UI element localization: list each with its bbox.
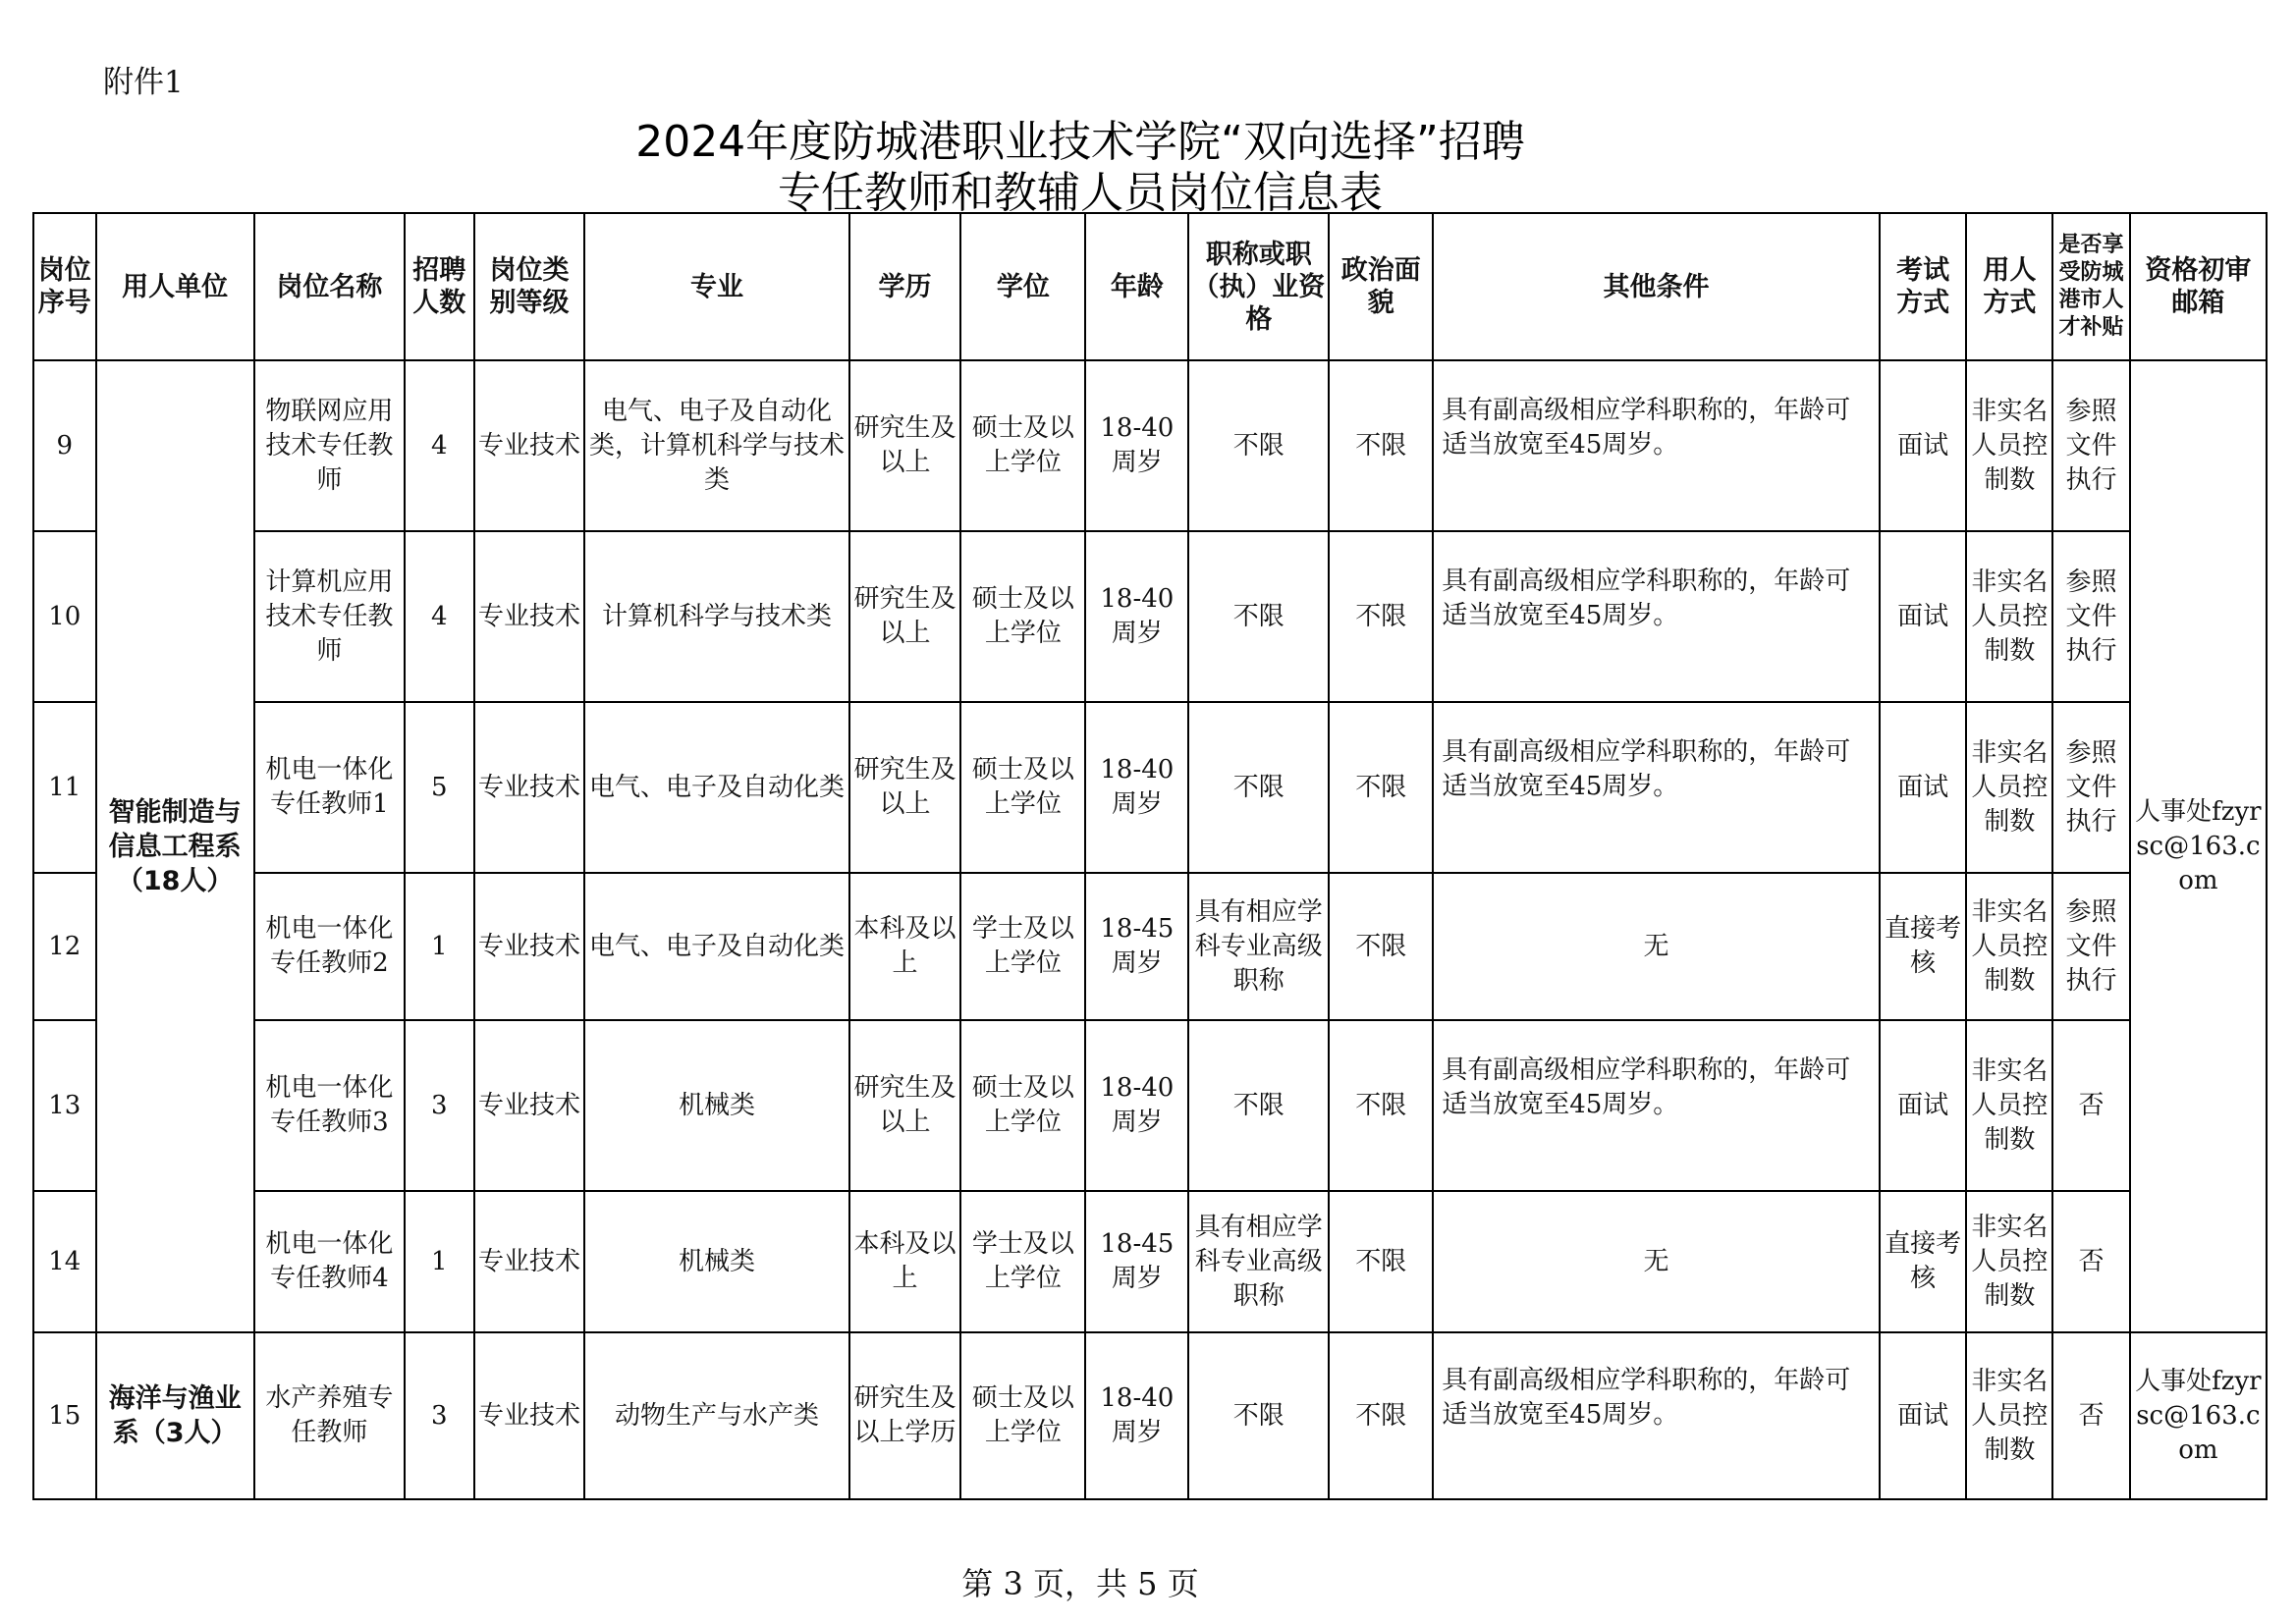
cell-title: 不限: [1188, 1020, 1329, 1191]
cell-position-name: 物联网应用技术专任教师: [254, 360, 405, 531]
cell-no: 10: [33, 531, 96, 702]
cell-count: 5: [405, 702, 474, 873]
cell-exam: 面试: [1880, 702, 1967, 873]
cell-exam: 面试: [1880, 360, 1967, 531]
cell-title: 具有相应学科专业高级职称: [1188, 1191, 1329, 1332]
position-table: [32, 212, 2268, 1500]
cell-position-name: 机电一体化专任教师2: [254, 873, 405, 1020]
cell-education: 研究生及以上学历: [849, 1332, 961, 1499]
cell-position-name: 计算机应用技术专任教师: [254, 531, 405, 702]
cell-other-text: 具有副高级相应学科职称的，年龄可适当放宽至45周岁。: [1442, 1366, 1851, 1430]
annex-label: 附件1: [103, 65, 184, 100]
table-header-row: [33, 213, 2267, 360]
cell-subsidy: 否: [2052, 1332, 2130, 1499]
cell-degree: 硕士及以上学位: [960, 702, 1085, 873]
cell-political: 不限: [1329, 360, 1433, 531]
cell-major: 电气、电子及自动化类，计算机科学与技术类: [584, 360, 848, 531]
page-title-line2: 专任教师和教辅人员岗位信息表: [778, 168, 1383, 218]
cell-title: 不限: [1188, 531, 1329, 702]
page-title-line1: 2024年度防城港职业技术学院“双向选择”招聘: [635, 117, 1525, 167]
cell-major: 电气、电子及自动化类: [584, 702, 848, 873]
header-cell: 资格初审邮箱: [2130, 213, 2267, 360]
cell-other: [1433, 1020, 1880, 1191]
cell-other: 无: [1433, 873, 1880, 1020]
cell-other: [1433, 531, 1880, 702]
cell-other-text: 具有副高级相应学科职称的，年龄可适当放宽至45周岁。: [1442, 567, 1851, 630]
cell-other: [1433, 1332, 1880, 1499]
cell-exam: 面试: [1880, 1020, 1967, 1191]
cell-education: 研究生及以上: [849, 360, 961, 531]
cell-category: 专业技术: [474, 1191, 585, 1332]
cell-age: 18-40周岁: [1085, 702, 1188, 873]
cell-subsidy: 参照文件执行: [2052, 360, 2130, 531]
header-cell: 用人单位: [96, 213, 254, 360]
cell-position-name: 机电一体化专任教师1: [254, 702, 405, 873]
cell-degree: 硕士及以上学位: [960, 1332, 1085, 1499]
cell-major: 机械类: [584, 1020, 848, 1191]
cell-count: 1: [405, 873, 474, 1020]
header-cell: 政治面貌: [1329, 213, 1433, 360]
cell-subsidy: 参照文件执行: [2052, 702, 2130, 873]
cell-email: 人事处fzyrsc@163.com: [2130, 360, 2267, 1332]
cell-title: 具有相应学科专业高级职称: [1188, 873, 1329, 1020]
cell-subsidy: 否: [2052, 1191, 2130, 1332]
cell-age: 18-40周岁: [1085, 360, 1188, 531]
cell-age: 18-45周岁: [1085, 1191, 1188, 1332]
table-row: [33, 873, 2267, 1020]
header-cell: 岗位序号: [33, 213, 96, 360]
header-cell: 学历: [849, 213, 961, 360]
cell-title: 不限: [1188, 1332, 1329, 1499]
cell-unit: 智能制造与信息工程系（18人）: [96, 360, 254, 1332]
cell-degree: 硕士及以上学位: [960, 360, 1085, 531]
cell-employment: 非实名人员控制数: [1966, 531, 2052, 702]
cell-political: 不限: [1329, 702, 1433, 873]
cell-education: 本科及以上: [849, 873, 961, 1020]
cell-category: 专业技术: [474, 702, 585, 873]
cell-count: 4: [405, 531, 474, 702]
header-cell: 年龄: [1085, 213, 1188, 360]
cell-degree: 硕士及以上学位: [960, 1020, 1085, 1191]
cell-no: 11: [33, 702, 96, 873]
cell-subsidy: 参照文件执行: [2052, 531, 2130, 702]
header-cell: 招聘人数: [405, 213, 474, 360]
cell-title: 不限: [1188, 702, 1329, 873]
cell-no: 14: [33, 1191, 96, 1332]
header-cell: 学位: [960, 213, 1085, 360]
cell-category: 专业技术: [474, 1332, 585, 1499]
cell-no: 12: [33, 873, 96, 1020]
table-row: [33, 531, 2267, 702]
cell-employment: 非实名人员控制数: [1966, 1020, 2052, 1191]
cell-unit: 海洋与渔业系（3人）: [96, 1332, 254, 1499]
cell-employment: 非实名人员控制数: [1966, 873, 2052, 1020]
cell-age: 18-40周岁: [1085, 1020, 1188, 1191]
cell-category: 专业技术: [474, 360, 585, 531]
cell-title: 不限: [1188, 360, 1329, 531]
cell-category: 专业技术: [474, 1020, 585, 1191]
cell-count: 4: [405, 360, 474, 531]
cell-other: [1433, 702, 1880, 873]
cell-political: 不限: [1329, 531, 1433, 702]
cell-subsidy: 参照文件执行: [2052, 873, 2130, 1020]
cell-political: 不限: [1329, 873, 1433, 1020]
header-cell: 职称或职（执）业资格: [1188, 213, 1329, 360]
cell-exam: 面试: [1880, 1332, 1967, 1499]
header-cell: 专业: [584, 213, 848, 360]
cell-education: 研究生及以上: [849, 702, 961, 873]
cell-education: 研究生及以上: [849, 1020, 961, 1191]
cell-no: 9: [33, 360, 96, 531]
header-cell: 岗位类别等级: [474, 213, 585, 360]
table-row: [33, 1191, 2267, 1332]
cell-position-name: 机电一体化专任教师4: [254, 1191, 405, 1332]
table-row: [33, 1332, 2267, 1499]
cell-position-name: 机电一体化专任教师3: [254, 1020, 405, 1191]
header-cell: 用人方式: [1966, 213, 2052, 360]
header-cell: 考试方式: [1880, 213, 1967, 360]
cell-other: 无: [1433, 1191, 1880, 1332]
cell-other-text: 具有副高级相应学科职称的，年龄可适当放宽至45周岁。: [1442, 1055, 1851, 1119]
cell-exam: 直接考核: [1880, 873, 1967, 1020]
cell-count: 3: [405, 1332, 474, 1499]
cell-degree: 学士及以上学位: [960, 1191, 1085, 1332]
table-row: [33, 360, 2267, 531]
cell-political: 不限: [1329, 1191, 1433, 1332]
cell-age: 18-45周岁: [1085, 873, 1188, 1020]
header-cell: 是否享受防城港市人才补贴: [2052, 213, 2130, 360]
cell-political: 不限: [1329, 1332, 1433, 1499]
cell-major: 电气、电子及自动化类: [584, 873, 848, 1020]
cell-employment: 非实名人员控制数: [1966, 1191, 2052, 1332]
cell-position-name: 水产养殖专任教师: [254, 1332, 405, 1499]
cell-education: 研究生及以上: [849, 531, 961, 702]
cell-category: 专业技术: [474, 531, 585, 702]
cell-degree: 硕士及以上学位: [960, 531, 1085, 702]
cell-exam: 面试: [1880, 531, 1967, 702]
cell-political: 不限: [1329, 1020, 1433, 1191]
header-cell: 其他条件: [1433, 213, 1880, 360]
cell-no: 13: [33, 1020, 96, 1191]
cell-employment: 非实名人员控制数: [1966, 702, 2052, 873]
cell-count: 3: [405, 1020, 474, 1191]
cell-degree: 学士及以上学位: [960, 873, 1085, 1020]
cell-other-text: 具有副高级相应学科职称的，年龄可适当放宽至45周岁。: [1442, 737, 1851, 801]
cell-other-text: 具有副高级相应学科职称的，年龄可适当放宽至45周岁。: [1442, 396, 1851, 460]
cell-subsidy: 否: [2052, 1020, 2130, 1191]
table-row: [33, 702, 2267, 873]
cell-employment: 非实名人员控制数: [1966, 1332, 2052, 1499]
cell-employment: 非实名人员控制数: [1966, 360, 2052, 531]
header-cell: 岗位名称: [254, 213, 405, 360]
cell-exam: 直接考核: [1880, 1191, 1967, 1332]
cell-major: 动物生产与水产类: [584, 1332, 848, 1499]
cell-major: 计算机科学与技术类: [584, 531, 848, 702]
cell-category: 专业技术: [474, 873, 585, 1020]
cell-email: 人事处fzyrsc@163.com: [2130, 1332, 2267, 1499]
cell-age: 18-40周岁: [1085, 531, 1188, 702]
cell-education: 本科及以上: [849, 1191, 961, 1332]
table-row: [33, 1020, 2267, 1191]
page-footer: 第 3 页，共 5 页: [961, 1565, 1199, 1602]
cell-no: 15: [33, 1332, 96, 1499]
cell-major: 机械类: [584, 1191, 848, 1332]
cell-age: 18-40周岁: [1085, 1332, 1188, 1499]
cell-other: [1433, 360, 1880, 531]
cell-count: 1: [405, 1191, 474, 1332]
